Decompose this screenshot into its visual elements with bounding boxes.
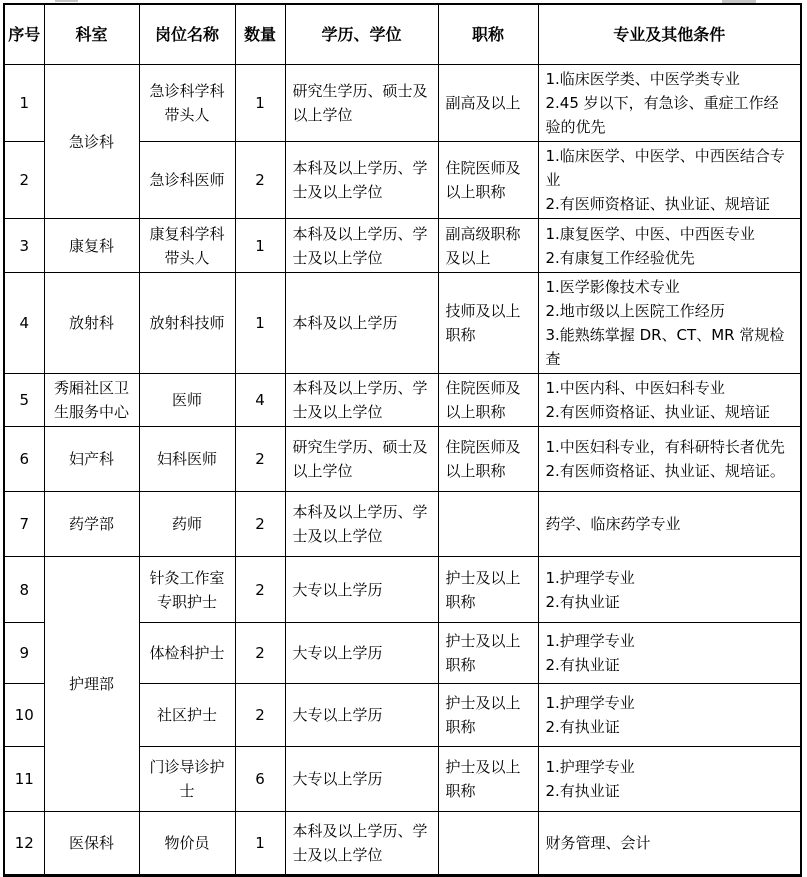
crop-artifact xyxy=(55,0,78,2)
requirement-line: 2.有康复工作经验优先 xyxy=(545,248,695,267)
cell-requirements xyxy=(538,219,801,273)
cell-requirements xyxy=(538,492,801,557)
cell-position: 社区护士 xyxy=(139,684,235,747)
header-position: 岗位名称 xyxy=(139,4,235,65)
requirement-line: 1.康复医学、中医、中西医专业 xyxy=(545,224,755,243)
table-row xyxy=(4,427,801,492)
cell-count: 2 xyxy=(235,142,285,219)
cell-requirements xyxy=(538,273,801,374)
header-dept: 科室 xyxy=(44,4,139,65)
table-row xyxy=(4,374,801,427)
requirement-line: 1.护理学专业 xyxy=(545,568,635,587)
table-row xyxy=(4,65,801,142)
cell-requirements xyxy=(538,427,801,492)
cell-position: 药师 xyxy=(139,492,235,557)
cell-no: 4 xyxy=(4,273,44,374)
requirement-line: 1.医学影像技术专业 xyxy=(545,278,680,296)
cell-title: 护士及以上职称 xyxy=(438,684,538,747)
cell-requirements xyxy=(538,65,801,142)
requirement-line: 2.有医师资格证、执业证、规培证 xyxy=(545,195,770,213)
cell-count: 6 xyxy=(235,747,285,812)
cell-position: 放射科技师 xyxy=(139,273,235,374)
cell-dept: 药学部 xyxy=(44,492,139,557)
cell-dept: 放射科 xyxy=(44,273,139,374)
cell-count: 1 xyxy=(235,273,285,374)
cell-education: 大专以上学历 xyxy=(285,557,438,623)
cell-no: 6 xyxy=(4,427,44,492)
table-row xyxy=(4,557,801,623)
cell-dept: 护理部 xyxy=(44,557,139,812)
cell-requirements xyxy=(538,557,801,623)
requirement-line: 2.45 岁以下，有急诊、重症工作经验的优先 xyxy=(545,94,779,136)
cell-no: 3 xyxy=(4,219,44,273)
requirement-line: 1.中医妇科专业，有科研特长者优先 xyxy=(545,438,785,456)
cell-dept: 急诊科 xyxy=(44,65,139,219)
requirement-line: 1.护理学专业 xyxy=(545,758,635,776)
table-row xyxy=(4,273,801,374)
cell-position: 急诊科学科带头人 xyxy=(139,65,235,142)
cell-title xyxy=(438,492,538,557)
requirement-line: 2.有医师资格证、执业证、规培证。 xyxy=(545,462,785,480)
cell-dept: 妇产科 xyxy=(44,427,139,492)
cell-requirements xyxy=(538,623,801,684)
requirement-line: 1.护理学专业 xyxy=(545,694,635,712)
cell-no: 9 xyxy=(4,623,44,684)
cell-education: 研究生学历、硕士及以上学位 xyxy=(285,427,438,492)
header-count: 数量 xyxy=(235,4,285,65)
cell-position: 门诊导诊护士 xyxy=(139,747,235,812)
recruitment-table xyxy=(3,3,802,877)
cell-count: 2 xyxy=(235,427,285,492)
cell-education: 本科及以上学历、学士及以上学位 xyxy=(285,374,438,427)
cell-count: 1 xyxy=(235,65,285,142)
requirement-line: 2.有执业证 xyxy=(545,656,620,674)
cell-count: 2 xyxy=(235,623,285,684)
cell-count: 1 xyxy=(235,219,285,273)
table-row xyxy=(4,492,801,557)
header-title: 职称 xyxy=(438,4,538,65)
cell-dept: 康复科 xyxy=(44,219,139,273)
cell-education: 研究生学历、硕士及以上学位 xyxy=(285,65,438,142)
cell-position: 妇科医师 xyxy=(139,427,235,492)
cell-education: 本科及以上学历、学士及以上学位 xyxy=(285,219,438,273)
cell-no: 5 xyxy=(4,374,44,427)
cell-education: 大专以上学历 xyxy=(285,747,438,812)
cell-position: 体检科护士 xyxy=(139,623,235,684)
cell-education: 本科及以上学历、学士及以上学位 xyxy=(285,492,438,557)
cell-title: 护士及以上职称 xyxy=(438,557,538,623)
cell-title: 技师及以上职称 xyxy=(438,273,538,374)
requirement-line: 2.有医师资格证、执业证、规培证 xyxy=(545,403,770,421)
cell-title: 护士及以上职称 xyxy=(438,623,538,684)
cell-position: 医师 xyxy=(139,374,235,427)
cell-no: 12 xyxy=(4,812,44,876)
cell-no: 11 xyxy=(4,747,44,812)
cell-requirements xyxy=(538,812,801,876)
cell-title: 护士及以上职称 xyxy=(438,747,538,812)
requirement-line: 财务管理、会计 xyxy=(545,834,651,852)
cell-position: 针灸工作室专职护士 xyxy=(139,557,235,623)
cell-title xyxy=(438,812,538,876)
requirement-line: 2.有执业证 xyxy=(545,592,620,611)
cell-position: 康复科学科带头人 xyxy=(139,219,235,273)
table-row xyxy=(4,219,801,273)
requirement-line: 药学、临床药学专业 xyxy=(545,515,681,533)
cell-no: 7 xyxy=(4,492,44,557)
cell-requirements xyxy=(538,684,801,747)
cell-count: 1 xyxy=(235,812,285,876)
cell-title: 副高级职称及以上 xyxy=(438,219,538,273)
requirement-line: 2.有执业证 xyxy=(545,782,620,800)
cell-dept: 医保科 xyxy=(44,812,139,876)
cell-count: 2 xyxy=(235,684,285,747)
cell-no: 2 xyxy=(4,142,44,219)
cell-title: 住院医师及以上职称 xyxy=(438,142,538,219)
cell-education: 本科及以上学历 xyxy=(285,273,438,374)
requirement-line: 1.临床医学、中医学、中西医结合专业 xyxy=(545,147,785,189)
header-requirements: 专业及其他条件 xyxy=(538,4,801,65)
cell-position: 急诊科医师 xyxy=(139,142,235,219)
cell-title: 住院医师及以上职称 xyxy=(438,427,538,492)
cell-position: 物价员 xyxy=(139,812,235,876)
requirement-line: 2.有执业证 xyxy=(545,718,620,736)
cell-no: 8 xyxy=(4,557,44,623)
table-row xyxy=(4,812,801,876)
cell-count: 4 xyxy=(235,374,285,427)
cell-requirements xyxy=(538,747,801,812)
cell-count: 2 xyxy=(235,492,285,557)
table-body xyxy=(4,65,801,876)
requirement-line: 2.地市级以上医院工作经历 xyxy=(545,302,725,320)
cell-education: 大专以上学历 xyxy=(285,684,438,747)
requirement-line: 1.中医内科、中医妇科专业 xyxy=(545,379,725,397)
header-no: 序号 xyxy=(4,4,44,65)
requirement-line: 1.护理学专业 xyxy=(545,632,635,650)
cell-no: 10 xyxy=(4,684,44,747)
cell-count: 2 xyxy=(235,557,285,623)
header-education: 学历、学位 xyxy=(285,4,438,65)
cell-dept: 秀厢社区卫生服务中心 xyxy=(44,374,139,427)
cell-no: 1 xyxy=(4,65,44,142)
cell-requirements xyxy=(538,374,801,427)
cell-education: 本科及以上学历、学士及以上学位 xyxy=(285,142,438,219)
cell-requirements xyxy=(538,142,801,219)
header-row xyxy=(4,4,801,65)
requirement-line: 3.能熟练掌握 DR、CT、MR 常规检查 xyxy=(545,326,785,368)
cell-title: 住院医师及以上职称 xyxy=(438,374,538,427)
cell-title: 副高及以上 xyxy=(438,65,538,142)
cell-education: 大专以上学历 xyxy=(285,623,438,684)
cell-education: 本科及以上学历、学士及以上学位 xyxy=(285,812,438,876)
requirement-line: 1.临床医学类、中医学类专业 xyxy=(545,70,740,88)
